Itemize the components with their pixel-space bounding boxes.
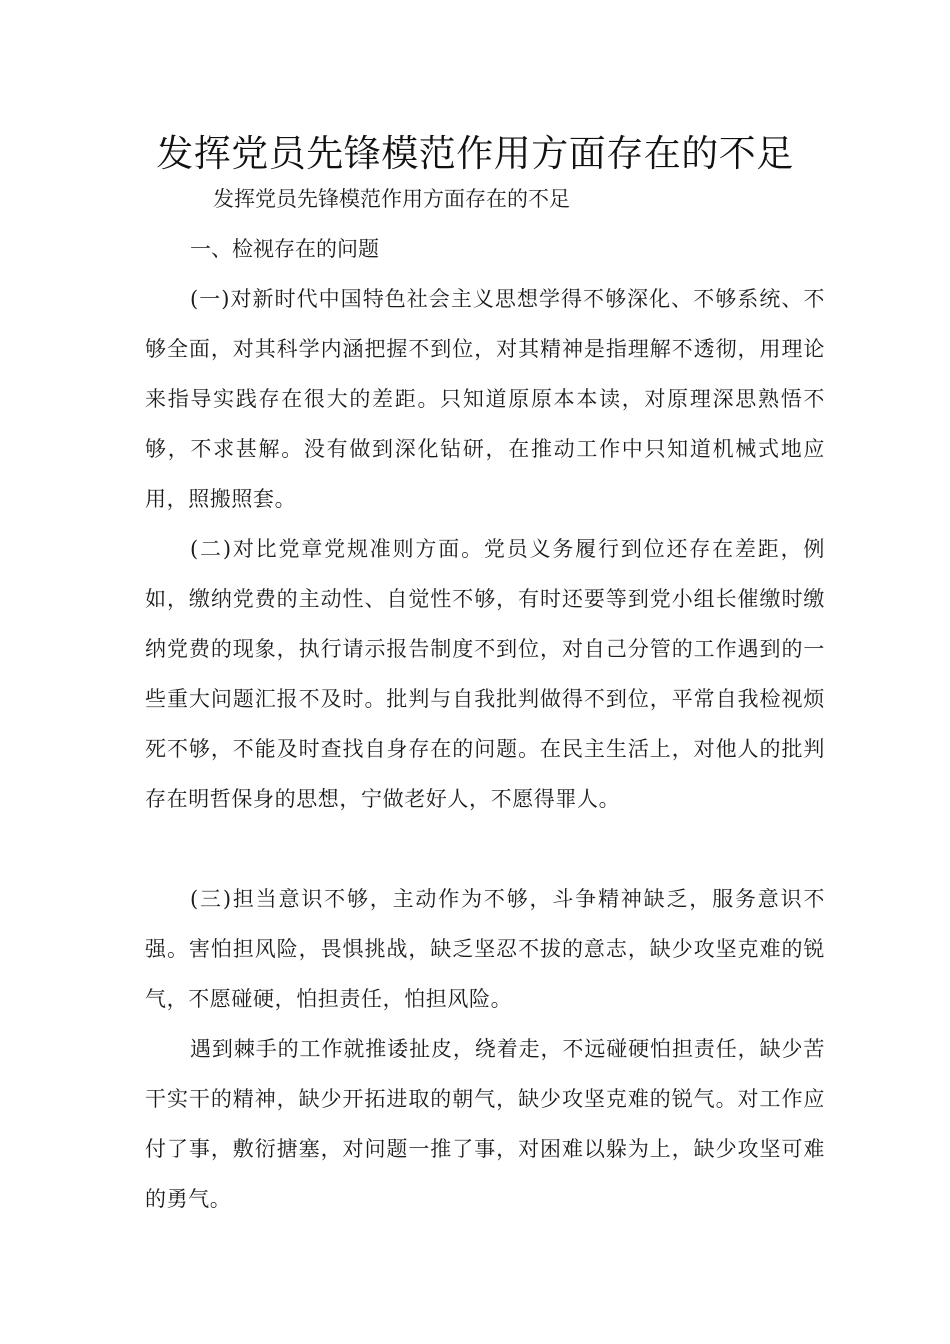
section-heading: 一、检视存在的问题 — [190, 237, 379, 261]
paragraph: (三)担当意识不够，主动作为不够，斗争精神缺乏，服务意识不强。害怕担风险，畏惧挑战，缺乏坚忍不拔的意志，缺少攻坚克难的锐气，不愿碰硬，怕担责任，怕担风险。 — [145, 887, 825, 1011]
paragraph: 遇到棘手的工作就推诿扯皮，绕着走，不远碰硬怕担责任，缺少苦干实干的精神，缺少开拓进取的朝气，缺少攻坚克难的锐气。对工作应付了事，敷衍搪塞，对问题一推了事，对困难以躲为上，缺少攻坚可难的勇气。 — [145, 1037, 825, 1211]
document-title: 发挥党员先锋模范作用方面存在的不足 — [156, 132, 794, 175]
paragraph: (二)对比党章党规准则方面。党员义务履行到位还存在差距，例如，缴纳党费的主动性、自觉性不够，有时还要等到党小组长催缴时缴纳党费的现象，执行请示报告制度不到位，对自己分管的工作遇到的一些重大问题汇报不及时。批判与自我批判做得不到位，平常自我检视烦死不够，不能及时查找自身存在的问题。在民主生活上，对他人的批判存在明哲保身的思想，宁做老好人，不愿得罪人。 — [145, 537, 825, 811]
document-subtitle: 发挥党员先锋模范作用方面存在的不足 — [213, 187, 570, 211]
paragraph: (一)对新时代中国特色社会主义思想学得不够深化、不够系统、不够全面，对其科学内涵把握不到位，对其精神是指理解不透彻，用理论来指导实践存在很大的差距。只知道原原本本读，对原理深思熟悟不够，不求甚解。没有做到深化钻研，在推动工作中只知道机械式地应用，照搬照套。 — [145, 287, 825, 511]
